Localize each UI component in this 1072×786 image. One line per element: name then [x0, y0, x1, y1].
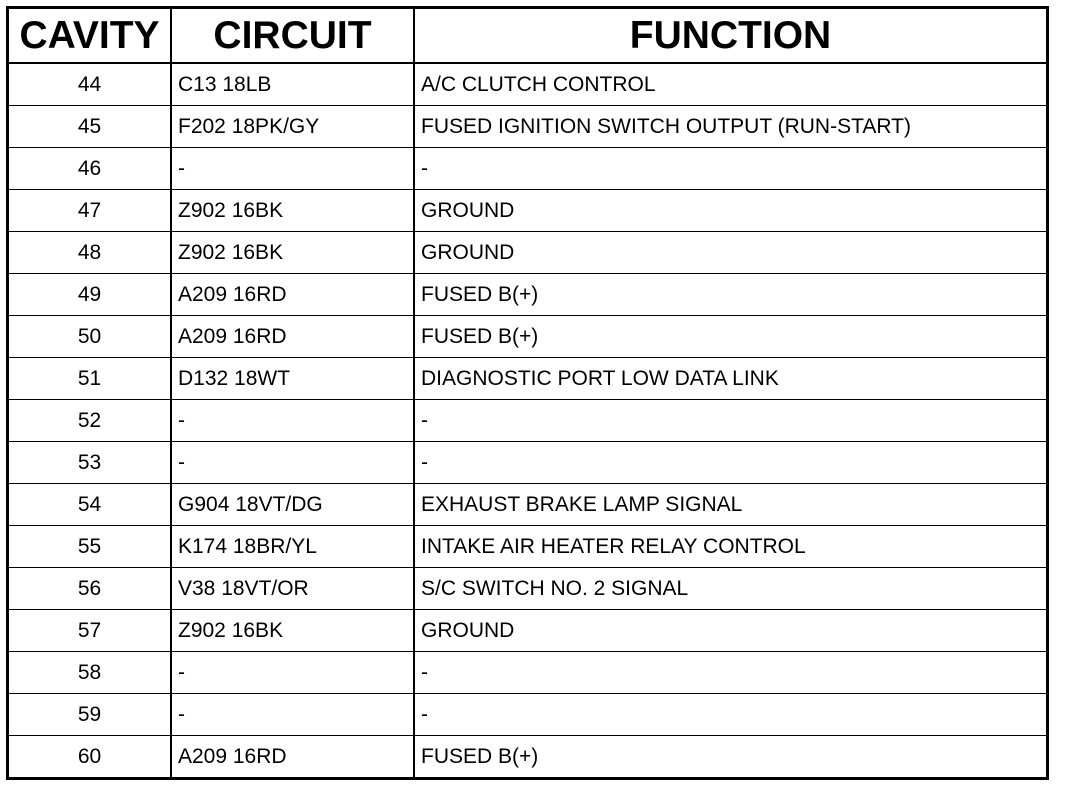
circuit-cell: Z902 16BK	[171, 190, 414, 232]
circuit-cell: -	[171, 694, 414, 736]
function-cell: GROUND	[414, 610, 1046, 652]
table-row	[9, 316, 1046, 358]
cavity-cell: 49	[9, 274, 171, 316]
function-cell: EXHAUST BRAKE LAMP SIGNAL	[414, 484, 1046, 526]
cavity-cell: 46	[9, 148, 171, 190]
cavity-cell: 45	[9, 106, 171, 148]
table-row	[9, 106, 1046, 148]
table-row	[9, 694, 1046, 736]
table-row	[9, 484, 1046, 526]
table-row	[9, 610, 1046, 652]
circuit-cell: -	[171, 400, 414, 442]
table-row	[9, 736, 1046, 778]
connector-pinout-table	[9, 9, 1046, 777]
table-row	[9, 442, 1046, 484]
function-cell: FUSED B(+)	[421, 744, 539, 768]
table-row	[9, 232, 1046, 274]
table-row	[9, 358, 1046, 400]
connector-pinout-table-frame	[6, 6, 1049, 780]
function-cell: FUSED B(+)	[414, 274, 1046, 316]
function-cell: DIAGNOSTIC PORT LOW DATA LINK	[414, 358, 1046, 400]
circuit-cell: -	[171, 442, 414, 484]
cavity-cell: 57	[9, 610, 171, 652]
table-row	[9, 63, 1046, 106]
function-cell: FUSED IGNITION SWITCH OUTPUT (RUN-START)	[414, 106, 1046, 148]
header-function: FUNCTION	[414, 9, 1046, 63]
circuit-cell: D132 18WT	[171, 358, 414, 400]
table-row	[9, 274, 1046, 316]
table-row	[9, 400, 1046, 442]
circuit-cell: Z902 16BK	[171, 232, 414, 274]
function-cell: FUSED B(+)	[414, 316, 1046, 358]
circuit-cell: Z902 16BK	[171, 610, 414, 652]
cavity-cell: 58	[9, 652, 171, 694]
function-cell: -	[414, 652, 1046, 694]
function-cell: INTAKE AIR HEATER RELAY CONTROL	[414, 526, 1046, 568]
function-cell: S/C SWITCH NO. 2 SIGNAL	[414, 568, 1046, 610]
circuit-cell: A209 16RD	[171, 316, 414, 358]
function-cell: GROUND	[414, 232, 1046, 274]
cavity-cell: 53	[9, 442, 171, 484]
header-cavity: CAVITY	[9, 9, 171, 63]
circuit-cell: -	[171, 652, 414, 694]
circuit-cell: A209 16RD	[171, 736, 414, 778]
table-row	[9, 568, 1046, 610]
header-row	[9, 9, 1046, 63]
circuit-cell: C13 18LB	[171, 63, 414, 106]
function-cell: GROUND	[414, 190, 1046, 232]
cavity-cell: 56	[9, 568, 171, 610]
function-cell: -	[414, 442, 1046, 484]
cavity-cell: 60	[9, 736, 171, 778]
cavity-cell: 47	[9, 190, 171, 232]
cavity-cell: 55	[9, 526, 171, 568]
cavity-cell: 44	[9, 63, 171, 106]
cavity-cell: 54	[9, 484, 171, 526]
circuit-cell: -	[171, 148, 414, 190]
circuit-cell: V38 18VT/OR	[171, 568, 414, 610]
function-cell: A/C CLUTCH CONTROL	[414, 63, 1046, 106]
cavity-cell: 48	[9, 232, 171, 274]
circuit-cell: F202 18PK/GY	[171, 106, 414, 148]
circuit-cell: G904 18VT/DG	[171, 484, 414, 526]
circuit-cell: K174 18BR/YL	[171, 526, 414, 568]
function-cell: -	[414, 148, 1046, 190]
table-row	[9, 526, 1046, 568]
table-row	[9, 190, 1046, 232]
header-circuit: CIRCUIT	[171, 9, 414, 63]
cavity-cell: 51	[9, 358, 171, 400]
cavity-cell: 52	[9, 400, 171, 442]
function-cell: -	[414, 400, 1046, 442]
cavity-cell: 50	[9, 316, 171, 358]
table-row	[9, 148, 1046, 190]
table-row	[9, 652, 1046, 694]
function-cell: -	[414, 694, 1046, 736]
circuit-cell: A209 16RD	[171, 274, 414, 316]
cavity-cell: 59	[9, 694, 171, 736]
